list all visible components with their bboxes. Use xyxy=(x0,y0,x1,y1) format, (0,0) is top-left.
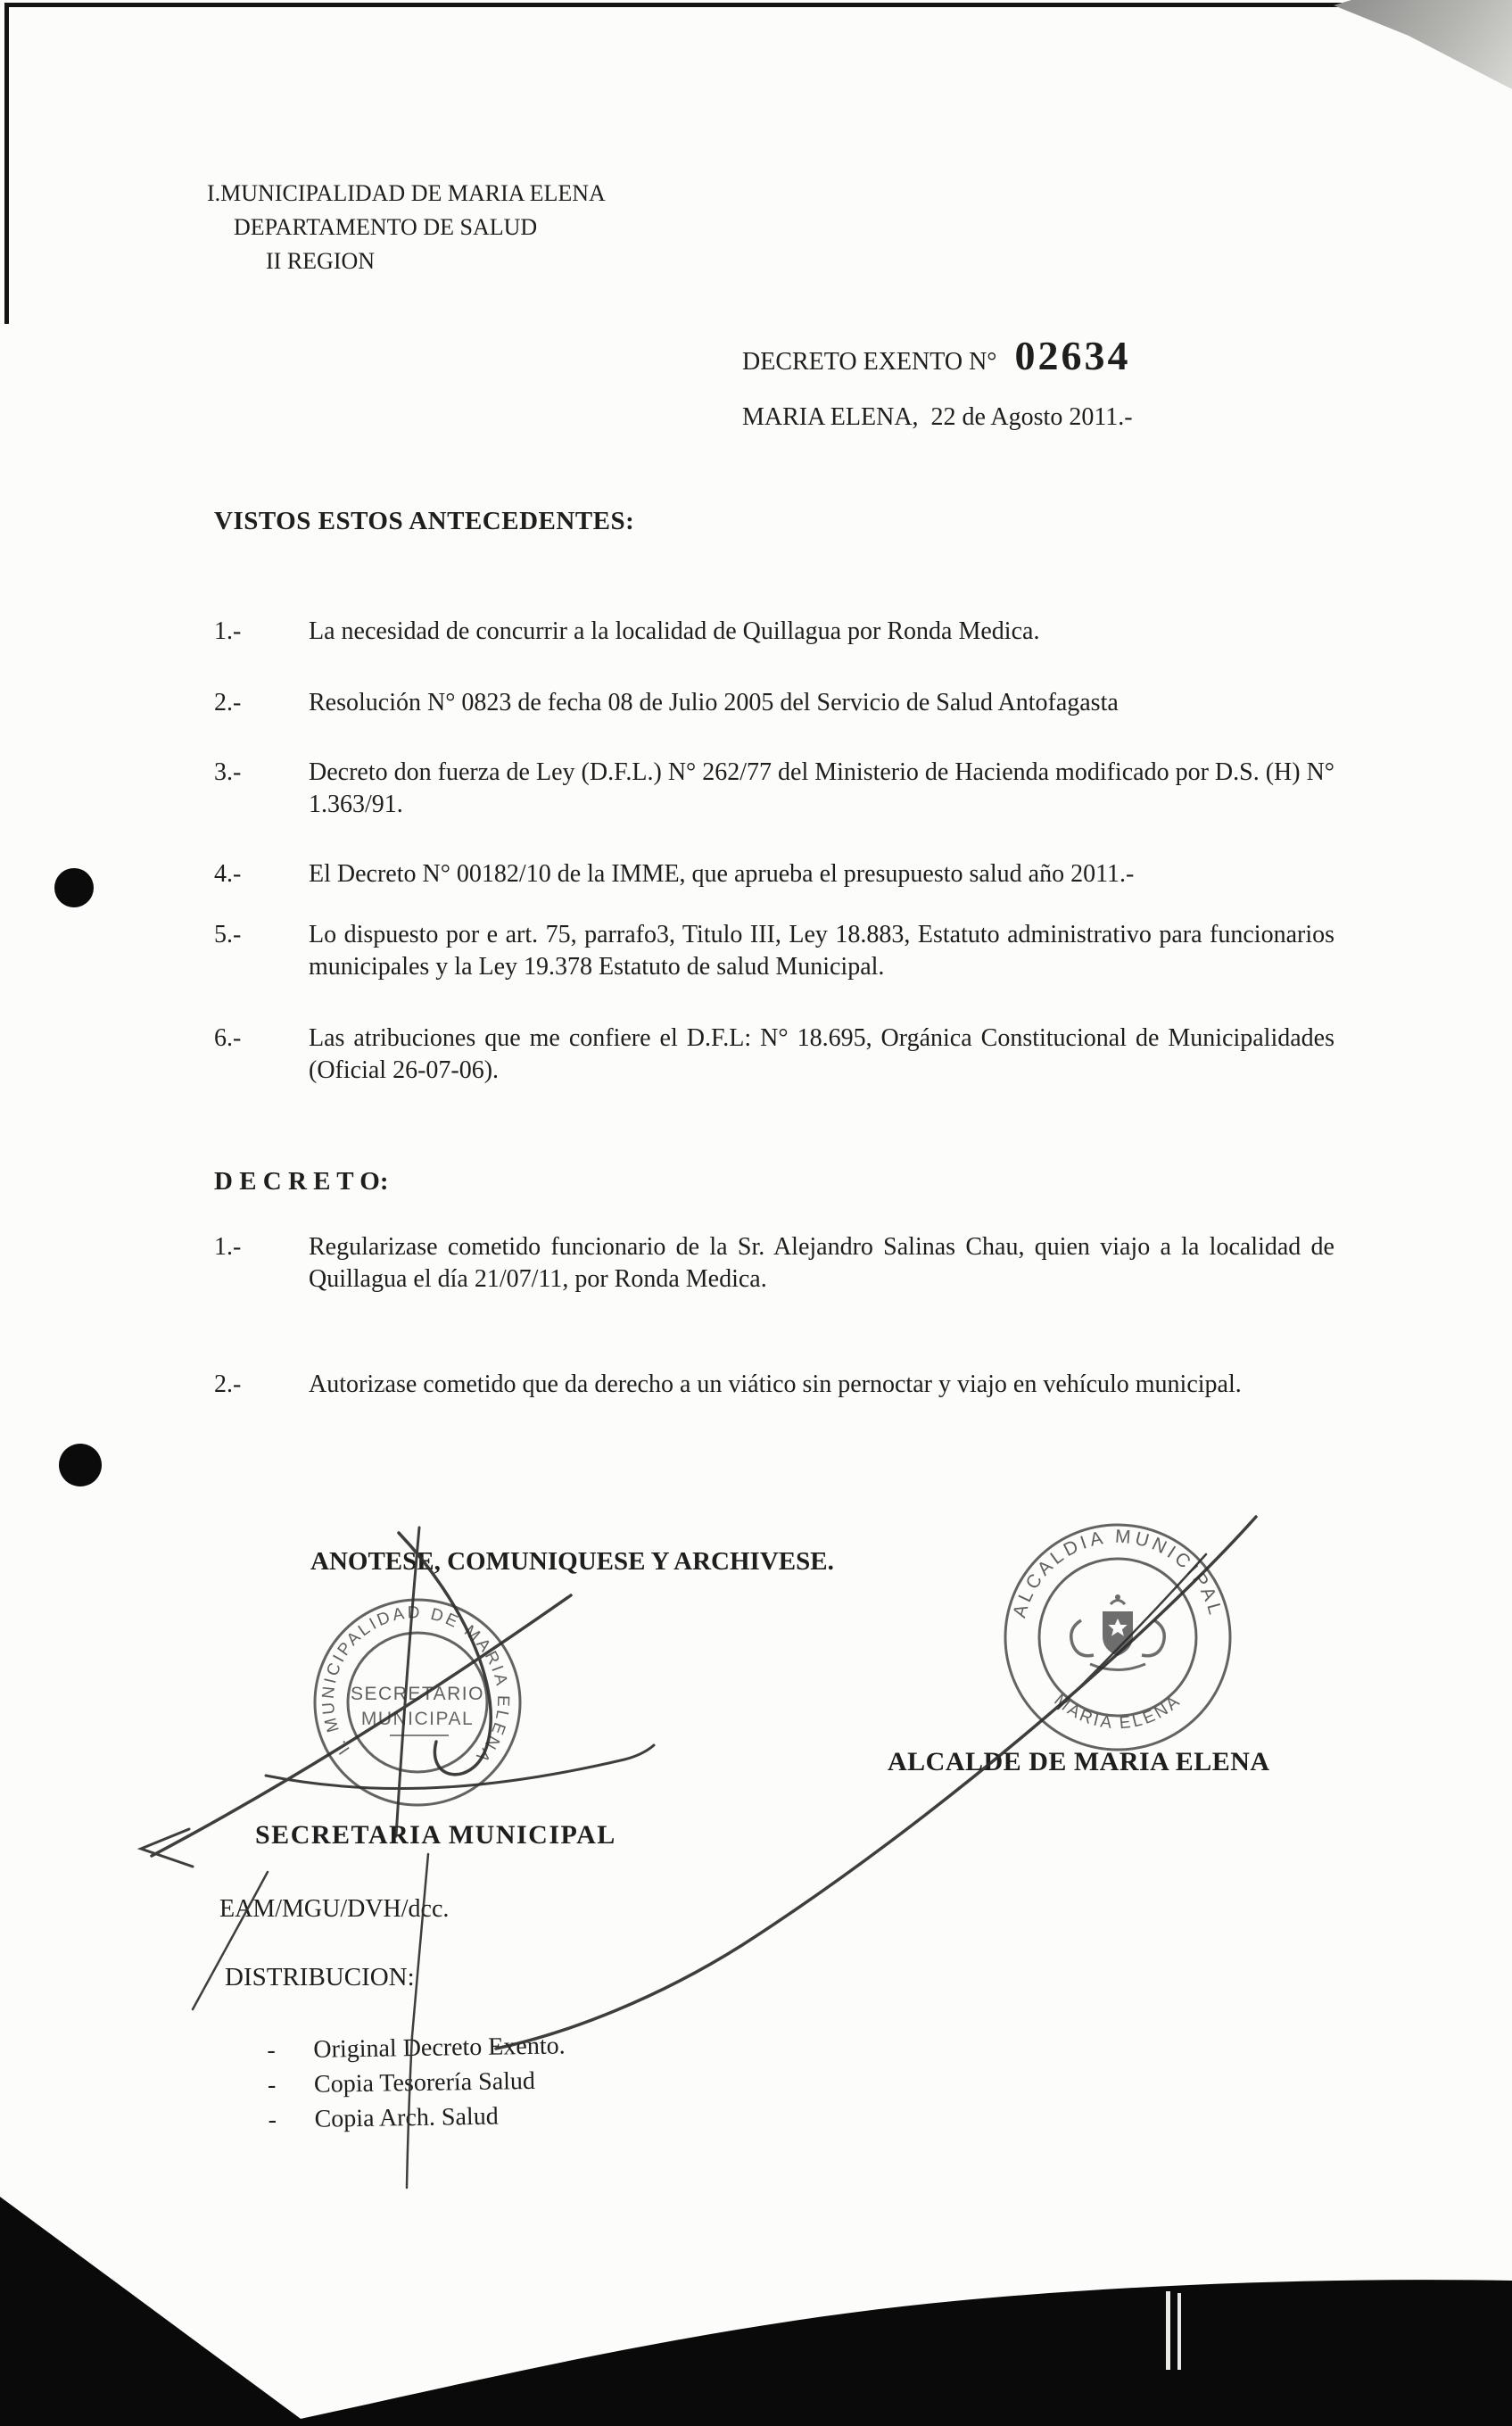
item-number: 5.- xyxy=(214,921,242,948)
closing-line: ANOTESE, COMUNIQUESE Y ARCHIVESE. xyxy=(310,1547,834,1576)
hole-punch-mark-1 xyxy=(54,868,94,907)
vistos-heading: VISTOS ESTOS ANTECEDENTES: xyxy=(214,507,635,535)
typist-initials: EAM/MGU/DVH/dcc. xyxy=(219,1895,450,1923)
stamp-center-line-1: SECRETARIO xyxy=(351,1684,484,1704)
item-number: 3.- xyxy=(214,758,242,786)
dash-bullet: - xyxy=(267,2036,276,2065)
distribucion-item xyxy=(268,2063,566,2102)
item-number: 6.- xyxy=(214,1024,242,1052)
decree-title-line xyxy=(742,332,1130,379)
scan-edge-top xyxy=(5,3,1342,7)
decreto-heading: D E C R E T O: xyxy=(214,1167,389,1196)
stamp-ring-text: I. MUNICIPALIDAD DE MARIA ELENA xyxy=(318,1603,513,1768)
date-line: MARIA ELENA, 22 de Agosto 2011.- xyxy=(742,403,1133,431)
item-number: 4.- xyxy=(214,860,242,888)
letterhead-line-2: DEPARTAMENTO DE SALUD xyxy=(234,214,538,240)
decree-label: DECRETO EXENTO N° xyxy=(742,348,997,376)
decreto-item-2 xyxy=(214,1369,1334,1401)
scan-white-slit-1 xyxy=(1166,2291,1170,2370)
distribucion-item xyxy=(268,2098,566,2137)
decree-number: 02634 xyxy=(1014,333,1131,378)
dash-bullet: - xyxy=(268,2106,277,2134)
scan-bottom-black-region xyxy=(0,2141,1512,2426)
secretaria-signature-title: SECRETARIA MUNICIPAL xyxy=(255,1820,616,1850)
scan-black-band xyxy=(268,2280,1512,2426)
item-text: Resolución N° 0823 de fecha 08 de Julio 2005 del Servicio de Salud Antofagasta xyxy=(309,689,1119,716)
item-number: 2.- xyxy=(214,1370,242,1398)
letterhead-line-1: I.MUNICIPALIDAD DE MARIA ELENA xyxy=(207,180,606,206)
item-text: Decreto don fuerza de Ley (D.F.L.) N° 262/77 del Ministerio de Hacienda modificado por D.S. (H) N° 1.363/91. xyxy=(309,758,1334,818)
svg-text:ALCALDIA MUNICIPAL xyxy=(1009,1527,1226,1620)
distribucion-heading: DISTRIBUCION: xyxy=(225,1963,415,1991)
stamp-bottom-arc-text: MARIA ELENA xyxy=(1050,1691,1186,1734)
scan-white-slit-2 xyxy=(1177,2293,1181,2370)
item-text: Autorizase cometido que da derecho a un viático sin pernoctar y viajo en vehículo municipal. xyxy=(309,1370,1242,1398)
decreto-item-1 xyxy=(214,1231,1334,1296)
item-number: 1.- xyxy=(214,1233,242,1261)
item-number: 2.- xyxy=(214,689,242,716)
coat-of-arms xyxy=(1071,1594,1165,1670)
distribucion-item-text: Copia Arch. Salud xyxy=(314,2102,499,2133)
item-text: Las atribuciones que me confiere el D.F.L: N° 18.695, Orgánica Constitucional de Municipalidades (Oficial 26-07-06). xyxy=(309,1024,1334,1084)
antecedente-item-1 xyxy=(214,616,1334,648)
item-number: 1.- xyxy=(214,617,242,645)
item-text: Regularizase cometido funcionario de la Sr. Alejandro Salinas Chau, quien viajo a la localidad de Quillagua el día 21/07/11, por Ronda Medica. xyxy=(309,1233,1334,1293)
distribucion-item-text: Original Decreto Exento. xyxy=(313,2032,566,2064)
scan-edge-left xyxy=(4,3,9,324)
dash-bullet: - xyxy=(267,2071,277,2099)
antecedente-item-5 xyxy=(214,919,1334,983)
secretaria-signature-tick xyxy=(141,1829,193,1867)
distribucion-list xyxy=(267,2028,566,2137)
distribucion-item xyxy=(267,2028,566,2067)
alcalde-signature-title: ALCALDE DE MARIA ELENA xyxy=(888,1747,1270,1776)
antecedente-item-4 xyxy=(214,858,1334,890)
item-text: La necesidad de concurrir a la localidad de Quillagua por Ronda Medica. xyxy=(309,617,1040,645)
stamp-top-arc-text: ALCALDIA MUNICIPAL xyxy=(1009,1526,1227,1620)
scan-black-corner-left xyxy=(0,2197,310,2426)
secretario-municipal-stamp xyxy=(306,1591,529,1814)
item-text: Lo dispuesto por e art. 75, parrafo3, Titulo III, Ley 18.883, Estatuto administrativo para funcionarios municipales y la Ley 19.378 Estatuto de salud Municipal. xyxy=(309,921,1334,981)
scan-corner-shade xyxy=(1334,0,1512,89)
letterhead xyxy=(207,177,606,278)
antecedente-item-6 xyxy=(214,1023,1334,1087)
hole-punch-mark-2 xyxy=(59,1444,102,1486)
letterhead-line-3: II REGION xyxy=(266,248,376,274)
alcaldia-municipal-stamp xyxy=(997,1517,1238,1758)
stamp-center-line-2: MUNICIPAL xyxy=(360,1709,475,1729)
antecedente-item-3 xyxy=(214,757,1334,821)
distribucion-item-text: Copia Tesorería Salud xyxy=(313,2066,536,2099)
antecedente-item-2 xyxy=(214,687,1334,719)
svg-text:MARIA ELENA xyxy=(1050,1691,1185,1733)
item-text: El Decreto N° 00182/10 de la IMME, que aprueba el presupuesto salud año 2011.- xyxy=(309,860,1135,888)
